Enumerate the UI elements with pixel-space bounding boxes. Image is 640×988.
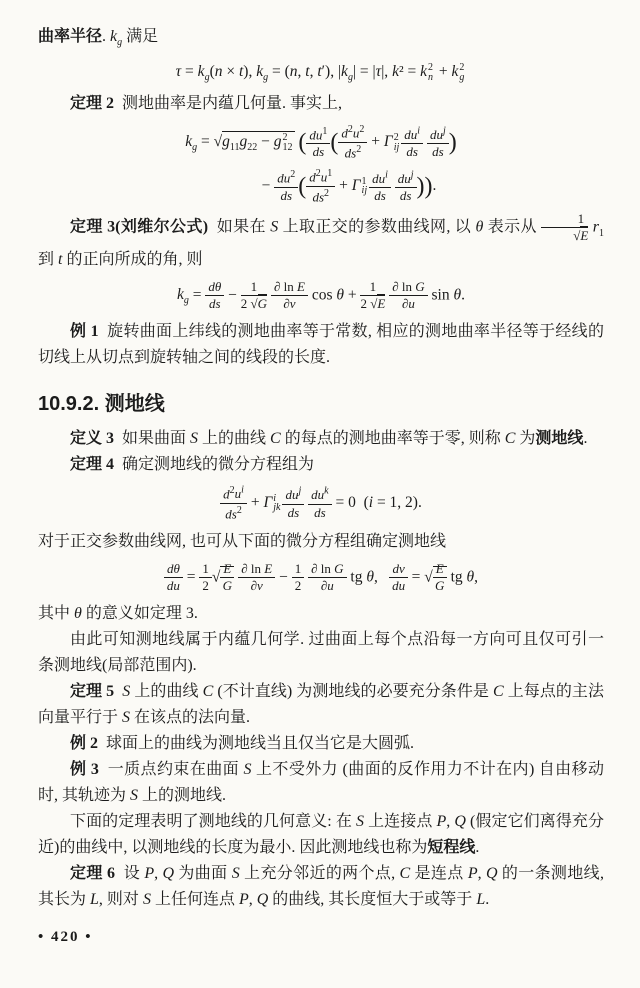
formula-tau-relations: $\tau = k_g(n \times t)$, $k_g = (n$, t, t′), $|k_g| = |\tau|$, k² = k 2 n + k 2 g bbox=[175, 62, 465, 84]
lead-line-curvature-radius: 曲率半径. $k_g$ 满足 bbox=[38, 28, 159, 49]
para-theorem-4: 定理 4 确定测地线的微分方程组为 bbox=[70, 455, 315, 473]
para-theorem-6: 定理 6 设 P, Q 为曲面 S 上充分邻近的两个点, C 是连点 P, Q 的一条测地线, 其长为 L, 则对 S 上任何连点 P, Q 的曲线, 其长度恒大于或等于 L. bbox=[38, 864, 604, 908]
formula-geodesic-curvature-line1: $k_g = √g_{11}g_{22} - g$ 2 12 ( $\frac{du^1}{ds}$ ( $\frac{d^2u^2}{ds^2}$ + Γ 2 ij $\frac{du^i}{ds}$ $\frac{du^j}{ds}$ ) bbox=[185, 124, 457, 161]
para-definition-3: 定义 3 如果曲面 S 上的曲线 C 的每点的测地曲率等于零, 则称 C 为测地线. bbox=[70, 429, 588, 447]
page-number: • 420 • bbox=[38, 928, 93, 945]
para-orthogonal-net: 对于正交参数曲线网, 也可从下面的微分方程组确定测地线 bbox=[38, 532, 447, 550]
para-example-3: 例 3 一质点约束在曲面 S 上不受外力 (曲面的反作用力不计在内) 自由移动时, 其轨迹为 S 上的测地线. bbox=[38, 760, 604, 804]
para-theorem-2: 定理 2 测地曲率是内蕴几何量. 事实上, bbox=[70, 95, 343, 113]
para-theorem-5: 定理 5 S 上的曲线 C (不计直线) 为测地线的必要充分条件是 C 上每点的主法向量平行于 S 在该点的法向量. bbox=[38, 682, 604, 726]
para-geometric-meaning: 下面的定理表明了测地线的几何意义: 在 S 上连接点 P, Q (假定它们离得充分近)的曲线中, 以测地线的长度为最小. 因此测地线也称为短程线. bbox=[38, 812, 604, 856]
para-intrinsic-geometry: 由此可知测地线属于内蕴几何学. 过曲面上每个点沿每一方向可且仅可引一条测地线(局部范围内). bbox=[38, 630, 604, 674]
section-heading-10-9-2: 10.9.2. 测地线 bbox=[38, 392, 165, 415]
formula-geodesic-ode: $\frac{d^2u^i}{ds^2}$ + Γ i jk $\frac{du^j}{ds}$ $\frac{du^k}{ds}$ = 0 (i = 1, 2). bbox=[38, 485, 604, 522]
formula-orthogonal-ode: $\frac{d\theta}{du}$ = $\frac{1}{2}$ √ $\frac{E}{G}$ $\frac{\text{∂ ln E}}{\partial v}$ − $\frac{1}{2}$ $\frac{\text{∂ ln G}}{\partial u}$ tg θ, $\frac{dv}{du}$ = √ $\frac{E}{G}$ tg θ, bbox=[38, 562, 604, 594]
para-theta-note: 其中 θ 的意义如定理 3. bbox=[38, 604, 198, 622]
para-theorem-3-liouville: 定理 3(刘维尔公式) 如果在 S 上取正交的参数曲线网, 以 θ 表示从 $\frac{1}{√E}$ $r_1$ 到 t 的正向所成的角, 则 bbox=[38, 210, 604, 268]
para-example-2: 例 2 球面上的曲线为测地线当且仅当它是大圆弧. bbox=[70, 734, 415, 752]
formula-liouville: $k_g$ = $\frac{d\theta}{ds}$ − $\frac{1}{2 √G}$ $\frac{\text{∂ ln E}}{\partial v}$ cos θ + $\frac{1}{2 √E}$ $\frac{\text{∂ ln G}}{\partial u}$ sin θ. bbox=[177, 278, 465, 312]
formula-geodesic-curvature-line2: − $\frac{du^2}{ds}$ ( $\frac{d^2u^1}{ds^2}$ + Γ 1 ij $\frac{du^i}{ds}$ $\frac{du^j}{ds}$ )). bbox=[261, 168, 437, 205]
para-example-1: 例 1 旋转曲面上纬线的测地曲率等于常数, 相应的测地曲率半径等于经线的切线上从切点到旋转轴之间的线段的长度. bbox=[38, 322, 604, 366]
